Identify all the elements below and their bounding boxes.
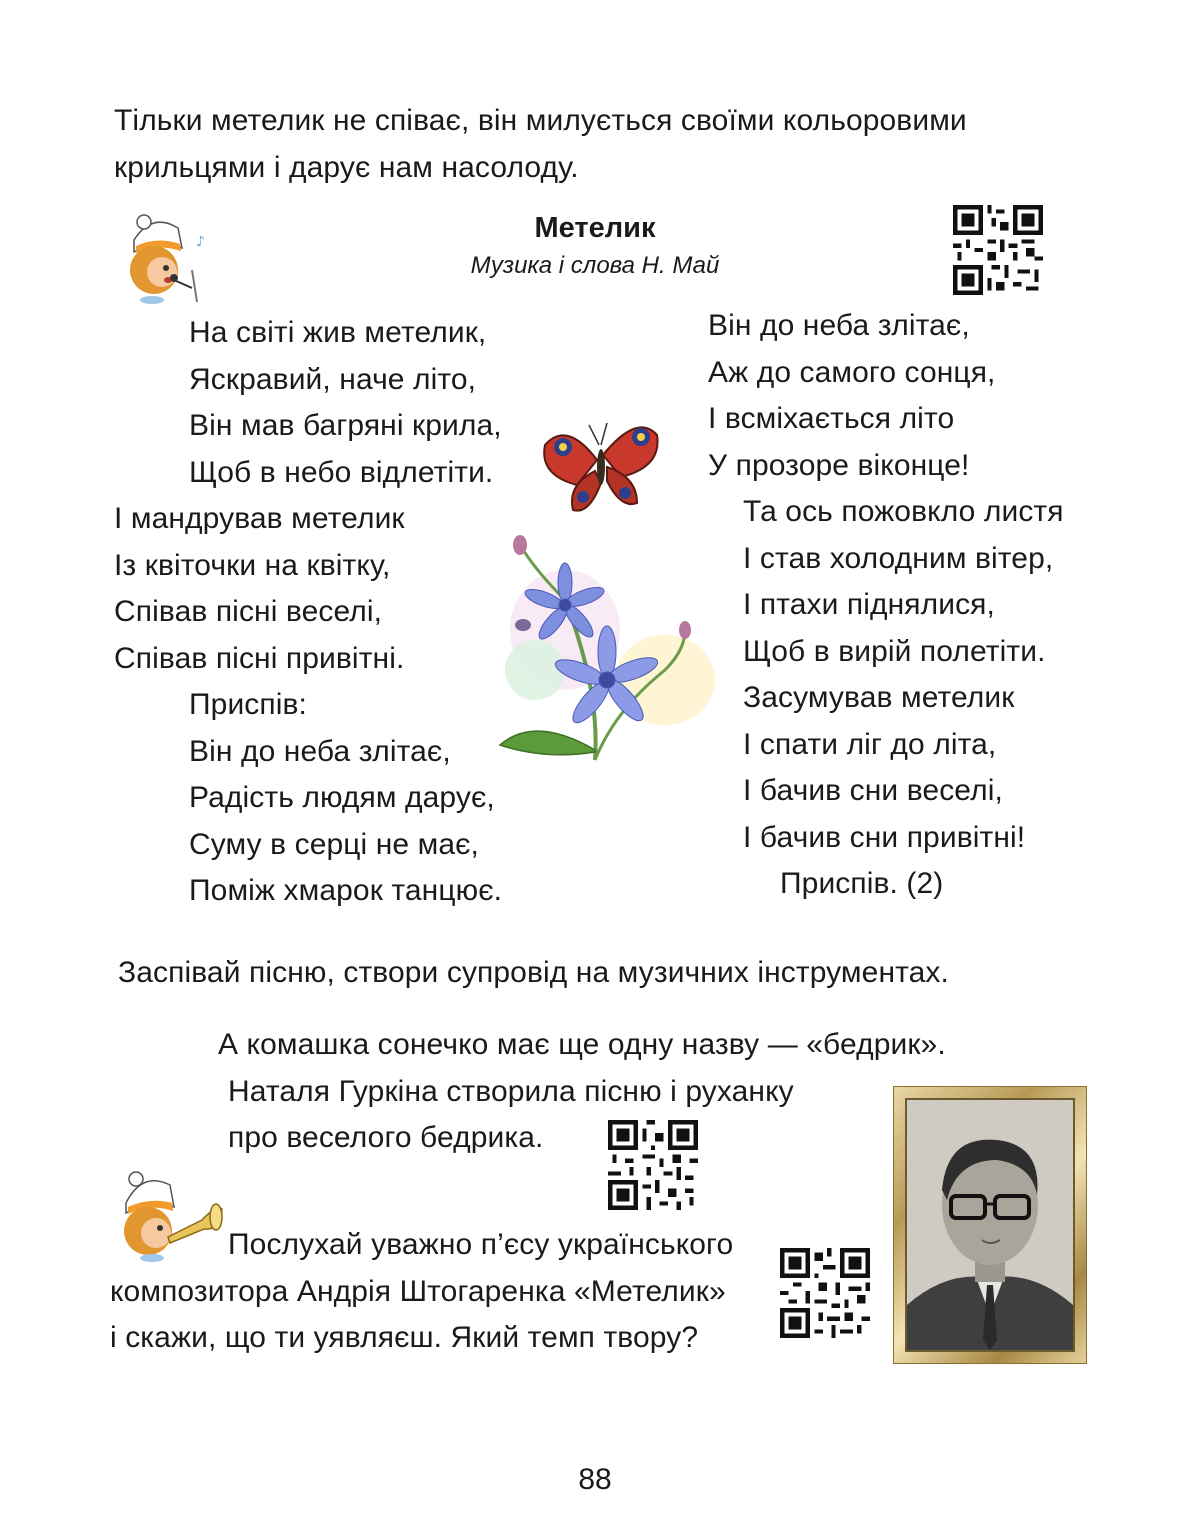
lyric-line: І бачив сни привітні!: [743, 820, 1026, 854]
lyric-line: Та ось пожовкло листя: [743, 495, 1064, 528]
lyric-line: І птахи піднялися,: [743, 588, 995, 621]
lyric-line: Співав пісні привітні.: [114, 641, 405, 675]
chorus-label: Приспів:: [189, 688, 307, 721]
butterfly-illustration: [537, 405, 662, 520]
lyric-line: І всміхається літо: [708, 402, 955, 435]
bedryk-line: А комашка сонечко має ще одну назву — «бедрик».: [218, 1028, 946, 1061]
chorus-repeat-label: Приспів. (2): [780, 867, 944, 900]
lyric-line: І став холодним вітер,: [743, 541, 1054, 575]
intro-line: Тільки метелик не співає, він милується своїми кольоровими: [114, 104, 967, 137]
lyric-line: Щоб в вирій полетіти.: [743, 634, 1046, 668]
song-title: Метелик: [534, 212, 656, 244]
lyric-line: Він мав багряні крила,: [189, 409, 502, 442]
lyric-line: У прозоре віконце!: [708, 448, 970, 482]
lyric-line: Радість людям дарує,: [189, 781, 495, 814]
portrait-photo: [907, 1100, 1073, 1350]
page-number: 88: [578, 1463, 612, 1496]
qr-code-icon[interactable]: [780, 1248, 870, 1338]
composer-portrait: [893, 1086, 1087, 1364]
song-subtitle: Музика і слова Н. Май: [470, 252, 720, 279]
lyric-line: Поміж хмарок танцює.: [189, 874, 503, 907]
lyric-line: Засумував метелик: [743, 681, 1015, 714]
qr-code-icon[interactable]: [608, 1120, 698, 1210]
lyric-line: Він до неба злітає,: [189, 734, 451, 768]
lyric-line: Щоб в небо відлетіти.: [189, 455, 494, 489]
lyrics-left-column: [114, 310, 502, 915]
listen-paragraph: [110, 1222, 733, 1362]
lyric-line: Із квіточки на квітку,: [114, 548, 391, 582]
bedryk-paragraph: [218, 1022, 946, 1162]
lyric-line: І мандрував метелик: [114, 502, 405, 535]
listen-line: Послухай уважно п’єсу українського: [228, 1228, 734, 1261]
lyric-line: На світі жив метелик,: [189, 316, 487, 349]
lyrics-right-column: [708, 303, 1064, 908]
bedryk-line: про веселого бедрика.: [228, 1121, 544, 1154]
bedryk-line: Наталя Гуркіна створила пісню і руханку: [228, 1074, 794, 1108]
task-sing: Заспівай пісню, створи супровід на музичних інструментах.: [118, 956, 949, 989]
lyric-line: Аж до самого сонця,: [708, 355, 996, 389]
lyric-line: Співав пісні веселі,: [114, 595, 383, 628]
lyric-line: Суму в серці не має,: [189, 827, 479, 861]
lyric-line: І спати ліг до літа,: [743, 727, 997, 761]
listen-line: і скажи, що ти уявляєш. Який темп твору?: [110, 1321, 699, 1354]
qr-code-icon[interactable]: [953, 205, 1043, 295]
lyric-line: І бачив сни веселі,: [743, 774, 1003, 807]
intro-paragraph: [114, 98, 967, 191]
listen-line: композитора Андрія Штогаренка «Метелик»: [110, 1274, 726, 1308]
intro-line: крильцями і дарує нам насолоду.: [114, 150, 579, 184]
chicory-flower-illustration: [495, 530, 720, 770]
lyric-line: Яскравий, наче літо,: [189, 362, 477, 396]
svg-text:♪: ♪: [196, 234, 205, 250]
lyric-line: Він до неба злітає,: [708, 309, 970, 342]
